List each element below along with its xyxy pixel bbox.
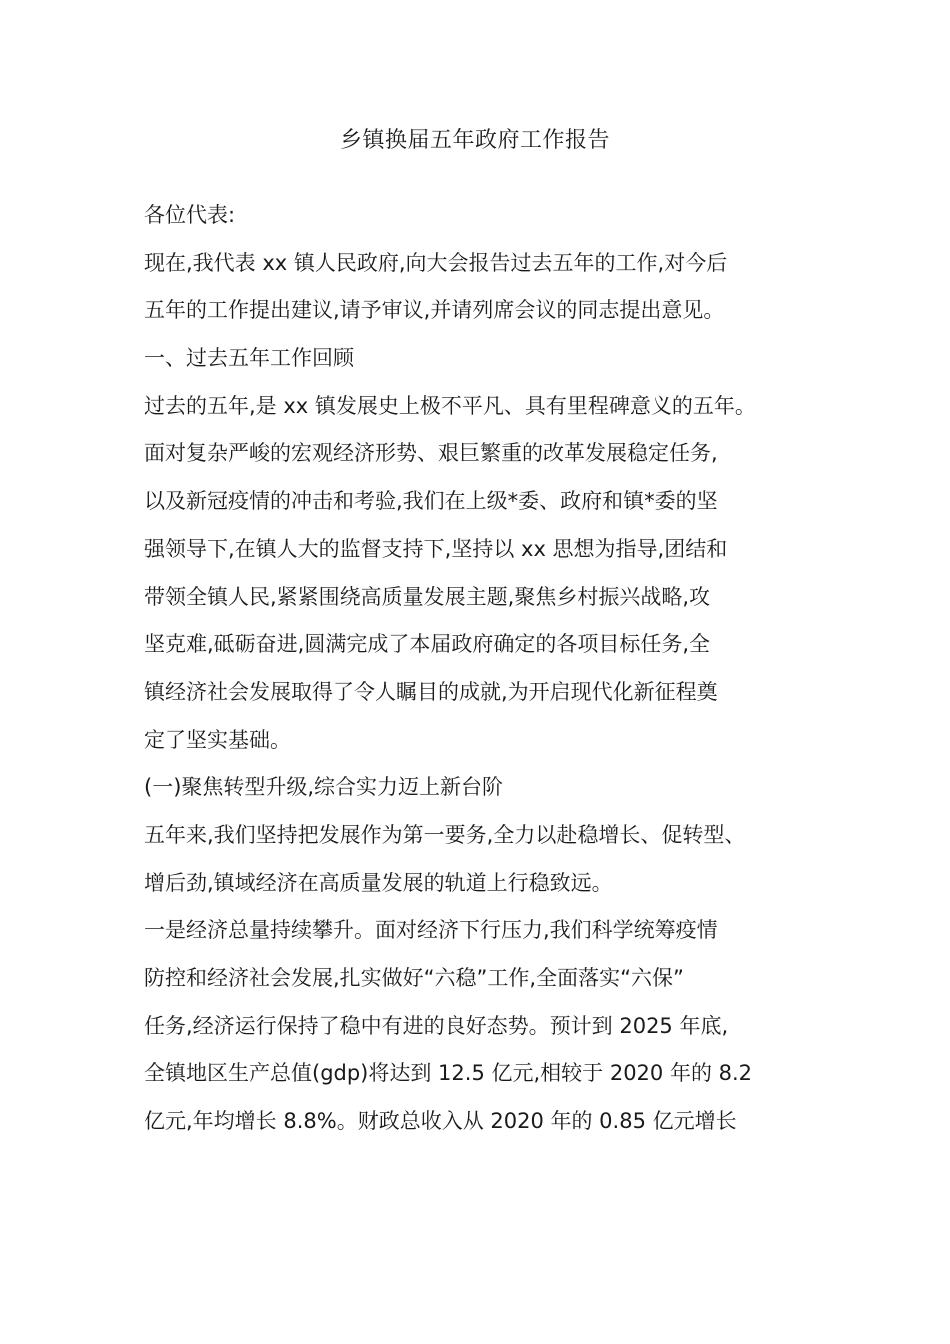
body-line: 防控和经济社会发展,扎实做好“六稳”工作,全面落实“六保”: [144, 966, 684, 990]
body-line: 五年的工作提出建议,请予审议,并请列席会议的同志提出意见。: [144, 298, 725, 323]
body-line: 一是经济总量持续攀升。面对经济下行压力,我们科学统筹疫情: [144, 918, 718, 943]
section-heading: 一、过去五年工作回顾: [144, 346, 354, 371]
body-line: 坚克难,砥砺奋进,圆满完成了本届政府确定的各项目标任务,全: [144, 632, 711, 657]
body-line: 各位代表:: [144, 203, 236, 227]
document-body: [144, 197, 844, 1151]
body-line: 镇经济社会发展取得了令人瞩目的成就,为开启现代化新征程奠: [144, 679, 718, 704]
body-line: 现在,我代表 xx 镇人民政府,向大会报告过去五年的工作,对今后: [144, 250, 728, 275]
body-line: 五年来,我们坚持把发展作为第一要务,全力以赴稳增长、促转型、: [144, 822, 746, 847]
subsection-heading: (一)聚焦转型升级,综合实力迈上新台阶: [144, 775, 504, 800]
body-line: 过去的五年,是 xx 镇发展史上极不平凡、具有里程碑意义的五年。: [144, 393, 756, 418]
body-line: 以及新冠疫情的冲击和考验,我们在上级*委、政府和镇*委的坚: [144, 489, 718, 514]
body-line: 亿元,年均增长 8.8%。财政总收入从 2020 年的 0.85 亿元增长: [144, 1109, 737, 1134]
body-line: 带领全镇人民,紧紧围绕高质量发展主题,聚焦乡村振兴战略,攻: [144, 584, 711, 609]
body-line: 任务,经济运行保持了稳中有进的良好态势。预计到 2025 年底,: [144, 1013, 729, 1038]
document-title: 乡镇换届五年政府工作报告: [339, 128, 610, 153]
body-line: 全镇地区生产总值(gdp)将达到 12.5 亿元,相较于 2020 年的 8.2: [144, 1061, 753, 1086]
body-line: 增后劲,镇域经济在高质量发展的轨道上行稳致远。: [144, 870, 613, 895]
body-line: 强领导下,在镇人大的监督支持下,坚持以 xx 思想为指导,团结和: [144, 536, 728, 561]
body-line: 面对复杂严峻的宏观经济形势、艰巨繁重的改革发展稳定任务,: [144, 441, 718, 466]
body-line: 定了坚实基础。: [144, 727, 291, 752]
